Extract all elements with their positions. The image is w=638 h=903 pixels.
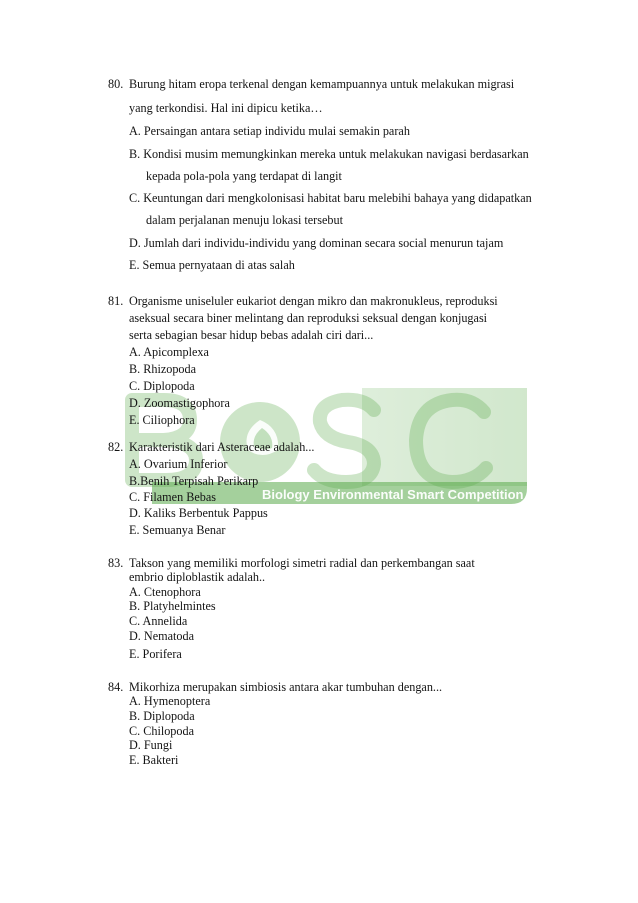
option-e: E. Semua pernyataan di atas salah [129,258,295,272]
option-a: A. Apicomplexa [129,345,209,359]
question-text-line: Karakteristik dari Asteraceae adalah... [129,440,315,454]
question-number: 83. [108,556,124,570]
option-c: C. Keuntungan dari mengkolonisasi habitat baru melebihi bahaya yang didapatkan [129,191,532,205]
question-text-line: yang terkondisi. Hal ini dipicu ketika… [129,101,323,115]
option-c: C. Filamen Bebas [129,490,216,504]
question-number: 81. [108,294,124,308]
option-e: E. Bakteri [129,753,179,767]
question-number: 84. [108,680,124,694]
option-d: D. Jumlah dari individu-individu yang dominan secara social menurun tajam [129,236,504,250]
question-number: 82. [108,440,124,454]
option-a: A. Ovarium Inferior [129,457,228,471]
option-b-continued: kepada pola-pola yang terdapat di langit [146,169,342,183]
question-text-line: embrio diploblastik adalah.. [129,570,266,584]
question-number: 80. [108,77,124,91]
question-text-line: Organisme uniseluler eukariot dengan mikro dan makronukleus, reproduksi [129,294,498,308]
option-d: D. Zoomastigophora [129,396,230,410]
option-a: A. Persaingan antara setiap individu mulai semakin parah [129,124,410,138]
option-e: E. Semuanya Benar [129,523,226,537]
question-text-line: Mikorhiza merupakan simbiosis antara akar tumbuhan dengan... [129,680,443,694]
option-c: C. Chilopoda [129,724,195,738]
option-a: A. Hymenoptera [129,694,211,708]
question-text-line: aseksual secara biner melintang dan reproduksi seksual dengan konjugasi [129,311,488,325]
option-b: B. Diplopoda [129,709,195,723]
option-a: A. Ctenophora [129,585,201,599]
option-d: D. Fungi [129,738,173,752]
question-text-line: Takson yang memiliki morfologi simetri radial dan perkembangan saat [129,556,475,570]
option-d: D. Nematoda [129,629,194,643]
question-text-line: Burung hitam eropa terkenal dengan kemampuannya untuk melakukan migrasi [129,77,515,91]
option-b: B. Rhizopoda [129,362,197,376]
option-b: B.Benih Terpisah Perikarp [129,474,259,488]
option-e: E. Porifera [129,647,182,661]
option-b: B. Kondisi musim memungkinkan mereka untuk melakukan navigasi berdasarkan [129,147,529,161]
option-c-continued: dalam perjalanan menuju lokasi tersebut [146,213,343,227]
option-c: C. Diplopoda [129,379,195,393]
option-e: E. Ciliophora [129,413,195,427]
option-b: B. Platyhelmintes [129,599,216,613]
question-text-line: serta sebagian besar hidup bebas adalah ciri dari... [129,328,374,342]
option-d: D. Kaliks Berbentuk Pappus [129,506,268,520]
option-c: C. Annelida [129,614,188,628]
watermark-tagline: Biology Environmental Smart Competition [262,487,524,502]
